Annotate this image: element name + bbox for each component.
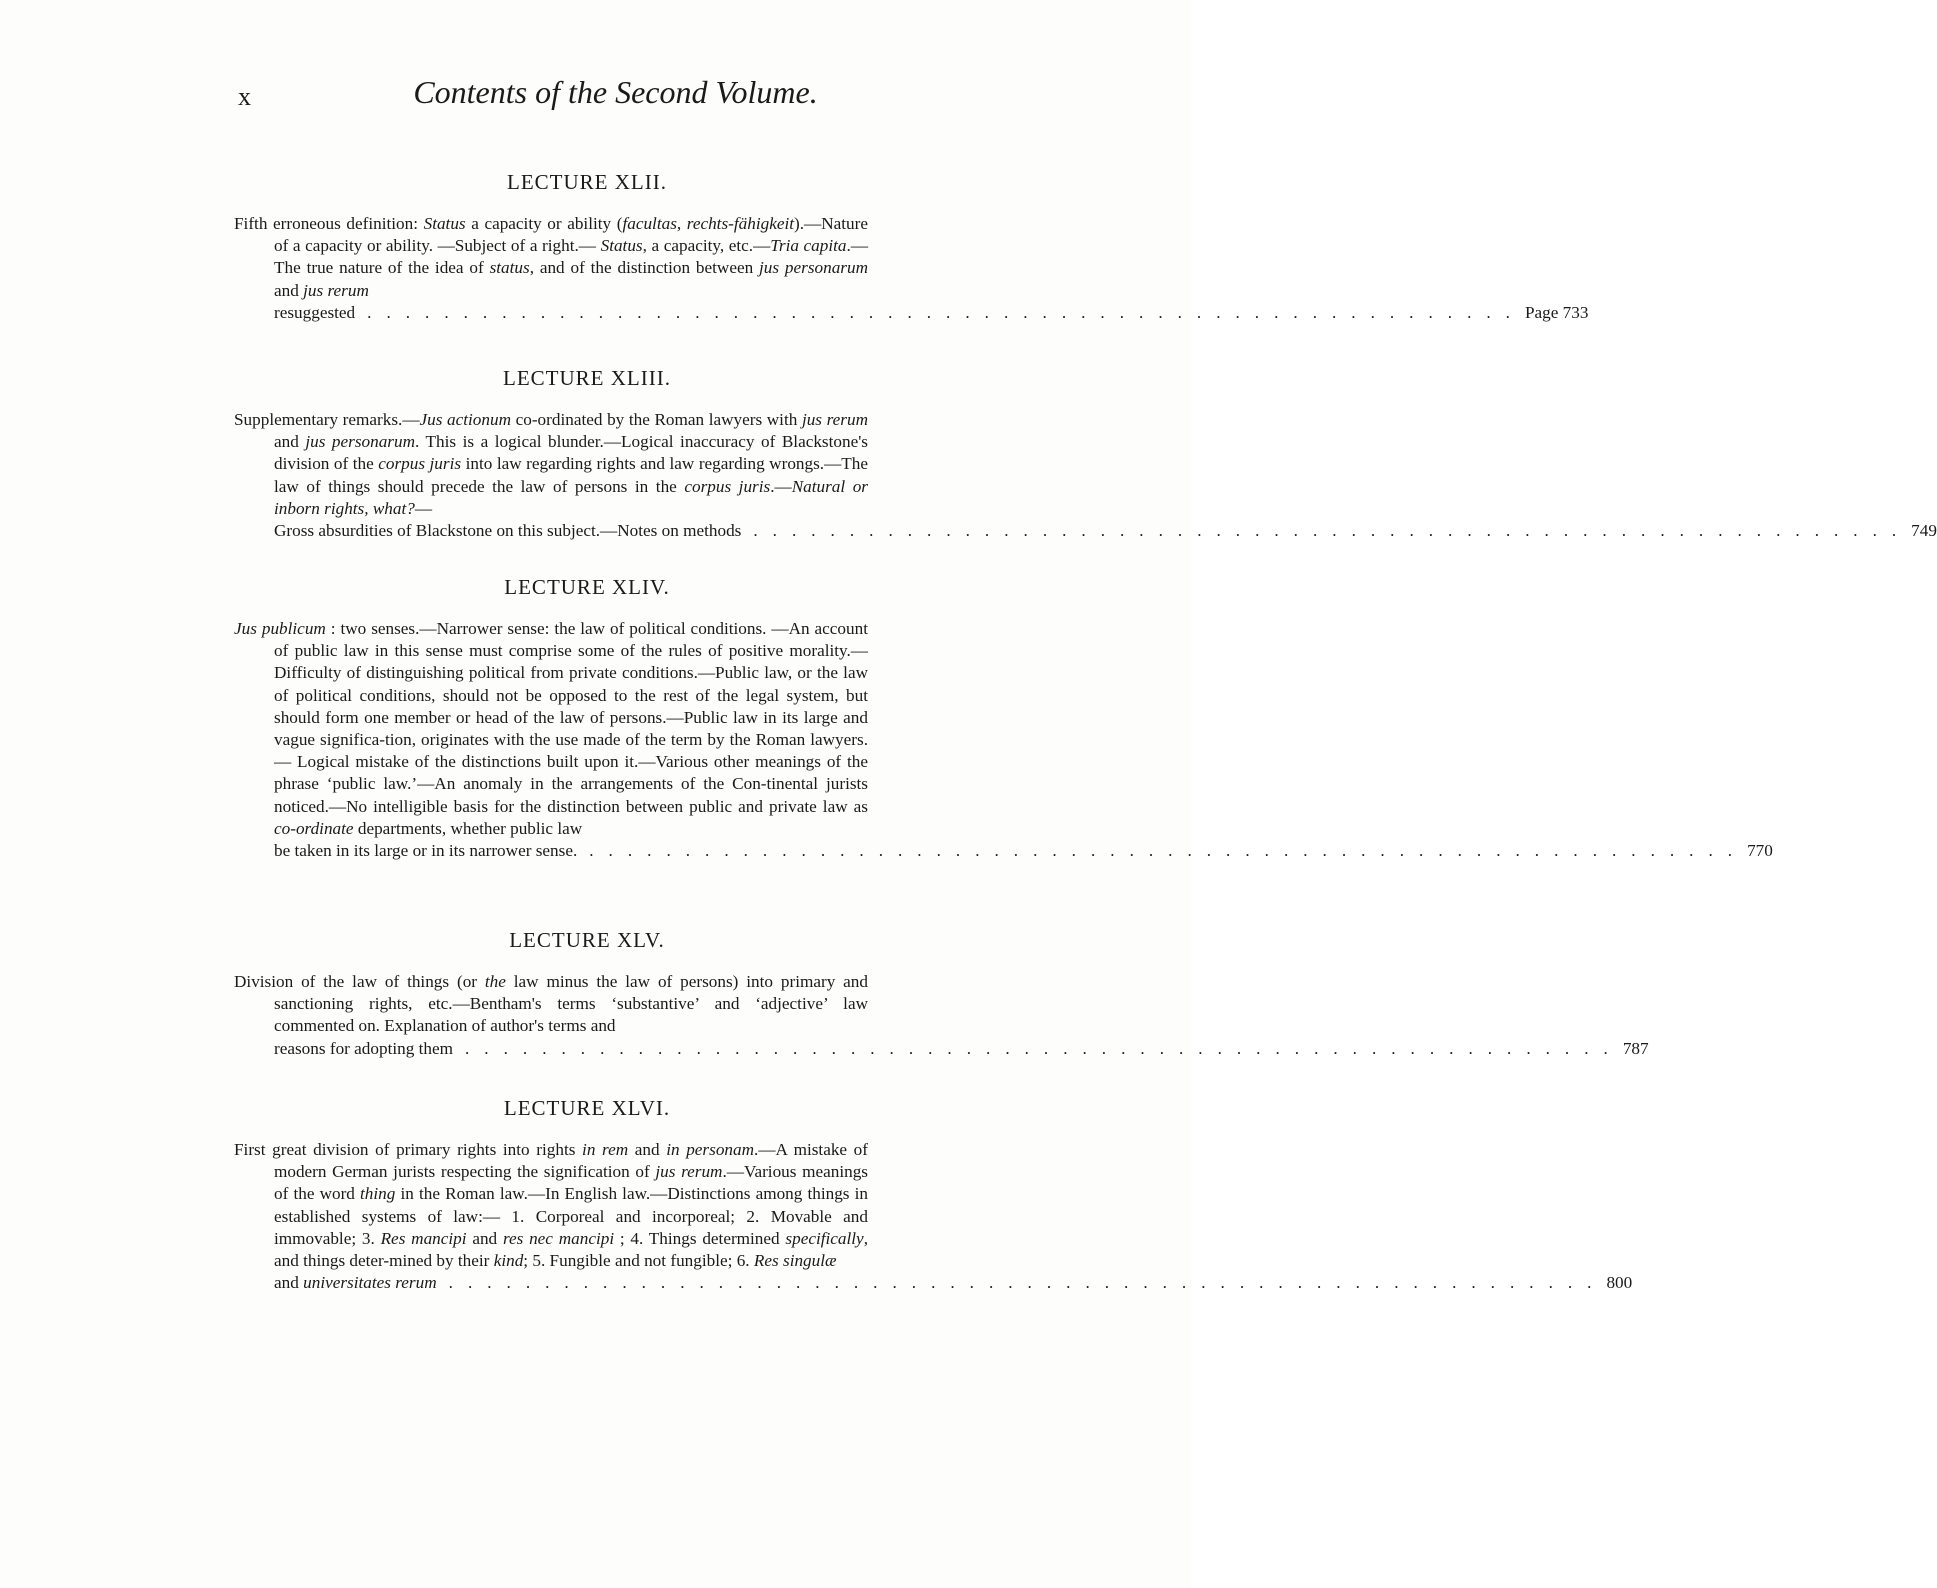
page-number: 800	[1606, 1273, 1633, 1293]
entry-last-line: be taken in its large or in its narrower sense.	[274, 841, 578, 861]
dot-leader: ............................................................	[753, 521, 1912, 541]
lecture-section	[234, 1096, 1633, 1294]
lecture-heading: LECTURE XLV.	[509, 928, 665, 952]
entry-text: Division of the law of things (or the law minus the law of persons) into primary and sanctioning rights, etc.—Bentham's terms ‘substantive’ and ‘adjective’ law commented on. Explanation of author's terms and	[234, 972, 868, 1036]
page-number: 770	[1747, 841, 1773, 861]
page-folio: x	[238, 82, 251, 111]
lecture-heading: LECTURE XLVI.	[503, 1096, 671, 1120]
lecture-section	[234, 366, 1937, 542]
dot-leader: ............................................................	[367, 302, 1525, 322]
entry-last-line: resuggested	[274, 302, 356, 322]
lecture-heading: LECTURE XLIV.	[504, 575, 670, 599]
entry-text: Jus publicum : two senses.—Narrower sense: the law of political conditions. —An account of public law in this sense must comprise some of the rules of positive morality.—Difficulty of distinguishing political from private conditions.—Public law, or the law of political conditions, should not be opposed to the rest of the legal system, but should form one member or head of the law of persons.—Public law in its large and vague significa-tion, originates with the use made of the term by the Roman lawyers.— Logical mistake of the distinctions built upon it.—Various other meanings of the phrase ‘public law.’—An anomaly in the arrangements of the Con-tinental jurists noticed.—No intelligible basis for the distinction between public and private law as co-ordinate departments, whether public law	[234, 619, 868, 838]
lecture-section	[234, 170, 1589, 324]
dot-leader: ............................................................	[589, 841, 1748, 861]
entry-last-line: reasons for adopting them	[274, 1038, 453, 1058]
lecture-heading: LECTURE XLIII.	[503, 366, 671, 390]
running-head: Contents of the Second Volume.	[413, 74, 818, 110]
contents-entry	[234, 1139, 1633, 1294]
lecture-section	[234, 928, 1649, 1060]
contents-entry	[234, 971, 1649, 1060]
lecture-section	[234, 575, 1773, 862]
entry-text: First great division of primary rights into rights in rem and in personam.—A mistake of modern German jurists respecting the signification of jus rerum.—Various meanings of the word thing in the Roman law.—In English law.—Distinctions among things in established systems of law:— 1. Corporeal and incorporeal; 2. Movable and immovable; 3. Res mancipi and res nec mancipi ; 4. Things determined specifically, and things deter-mined by their kind; 5. Fungible and not fungible; 6. Res singulæ	[234, 1140, 868, 1271]
page-number: 749	[1911, 521, 1937, 541]
entry-text: Fifth erroneous definition: Status a capacity or ability (facultas, rechts-fähigkeit).—Nature of a capacity or ability. —Subject of a right.— Status, a capacity, etc.—Tria capita.—The true nature of the idea of status, and of the distinction between jus personarum and jus rerum	[234, 214, 868, 300]
entry-last-line: Gross absurdities of Blackstone on this subject.—Notes on methods	[274, 521, 742, 541]
entry-text: Supplementary remarks.—Jus actionum co-ordinated by the Roman lawyers with jus rerum and jus personarum. This is a logical blunder.—Logical inaccuracy of Blackstone's division of the corpus juris into law regarding rights and law regarding wrongs.—The law of things should precede the law of persons in the corpus juris.—Natural or inborn rights, what?—	[234, 410, 868, 518]
contents-entry	[234, 213, 1589, 324]
lecture-heading: LECTURE XLII.	[507, 170, 667, 194]
contents-entry	[234, 409, 1937, 542]
page-number: Page 733	[1524, 302, 1589, 322]
contents-entry	[234, 618, 1773, 862]
page-number: 787	[1622, 1038, 1649, 1058]
entry-last-line: and universitates rerum	[274, 1273, 437, 1293]
dot-leader: ............................................................	[448, 1273, 1607, 1293]
dot-leader: ............................................................	[465, 1038, 1623, 1058]
